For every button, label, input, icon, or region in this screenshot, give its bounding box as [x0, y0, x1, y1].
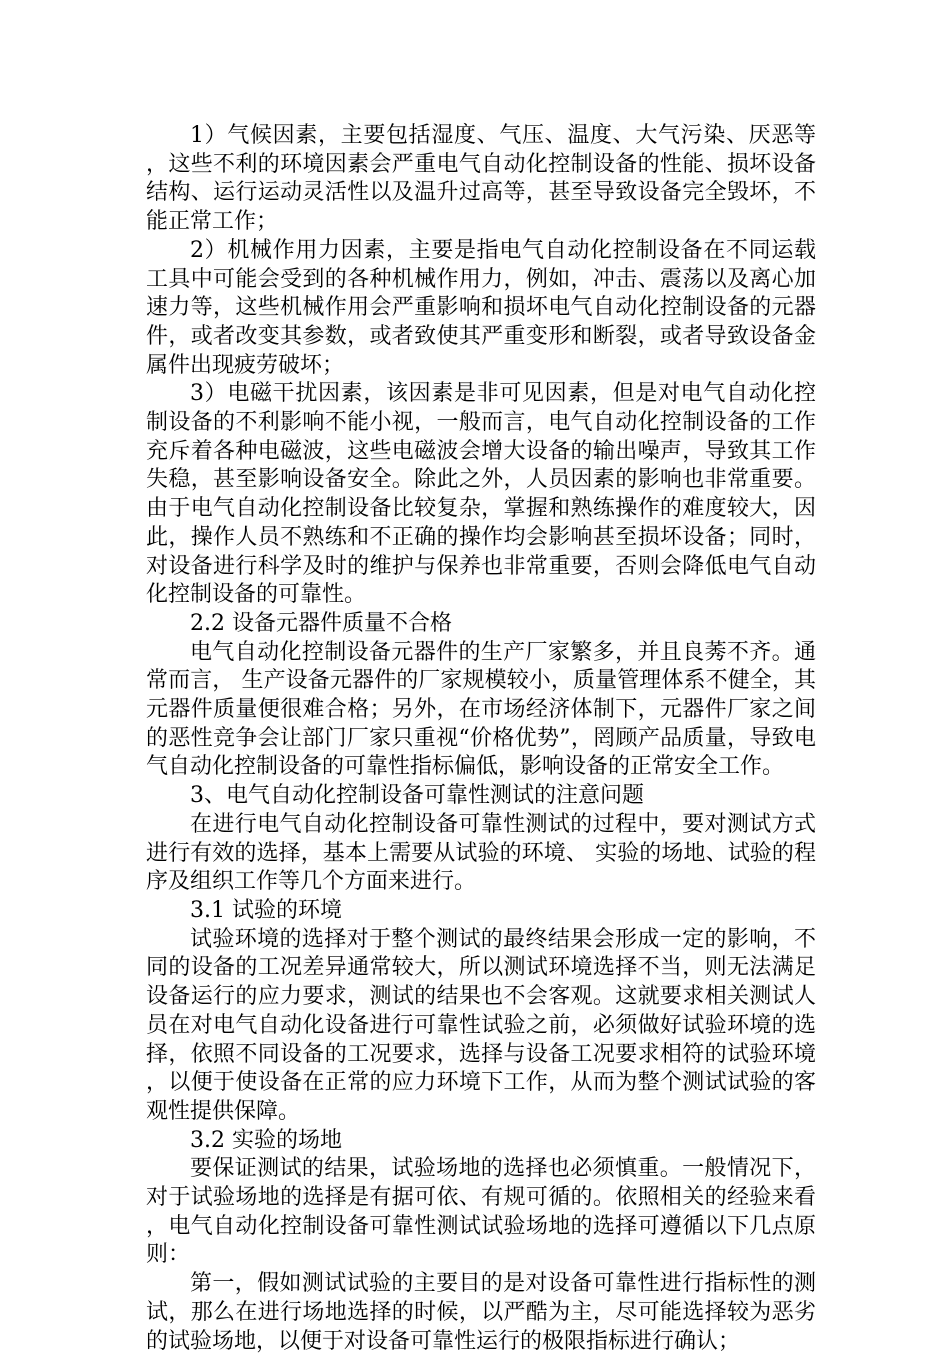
document-body	[146, 122, 816, 1356]
paragraph-test-site: 要保证测试的结果，试验场地的选择也必须慎重。一般情况下，对于试验场地的选择是有据可依、有规可循的。依照相关的经验来看，电气自动化控制设备可靠性测试试验场地的选择可遵循以下几点原则：	[146, 1156, 816, 1268]
section-heading-3: 3、电气自动化控制设备可靠性测试的注意问题	[190, 783, 644, 809]
section-heading-3-2: 3.2 实验的场地	[190, 1127, 342, 1153]
section-heading-3-1: 3.1 试验的环境	[190, 897, 342, 923]
paragraph-mechanical-factors: 2）机械作用力因素，主要是指电气自动化控制设备在不同运载工具中可能会受到的各种机械作用力，例如，冲击、震荡以及离心加速力等，这些机械作用会严重影响和损坏电气自动化控制设备的元器件，或者改变其参数，或者致使其严重变形和断裂，或者导致设备金属件出现疲劳破坏；	[146, 237, 816, 378]
paragraph-component-quality: 电气自动化控制设备元器件的生产厂家繁多，并且良莠不齐。通常而言， 生产设备元器件的厂家规模较小，质量管理体系不健全，其元器件质量便很难合格；另外，在市场经济体制下，元器件厂家之间的恶性竞争会让部门厂家只重视“价格优势”，罔顾产品质量，导致电气自动化控制设备的可靠性指标偏低，影响设备的正常安全工作。	[146, 639, 816, 780]
paragraph-first-principle: 第一，假如测试试验的主要目的是对设备可靠性进行指标性的测试，那么在进行场地选择的时候，以严酷为主，尽可能选择较为恶劣的试验场地，以便于对设备可靠性运行的极限指标进行确认；	[146, 1271, 816, 1354]
paragraph-climate-factors: 1）气候因素，主要包括湿度、气压、温度、大气污染、厌恶等，这些不利的环境因素会严重电气自动化控制设备的性能、损坏设备结构、运行运动灵活性以及温升过高等，甚至导致设备完全毁坏，不能正常工作；	[146, 123, 816, 235]
paragraph-testing-intro: 在进行电气自动化控制设备可靠性测试的过程中，要对测试方式进行有效的选择，基本上需要从试验的环境、 实验的场地、试验的程序及组织工作等几个方面来进行。	[146, 811, 816, 895]
section-heading-2-2: 2.2 设备元器件质量不合格	[190, 610, 452, 636]
paragraph-test-environment: 试验环境的选择对于整个测试的最终结果会形成一定的影响，不同的设备的工况差异通常较大，所以测试环境选择不当，则无法满足设备运行的应力要求，测试的结果也不会客观。这就要求相关测试人员在对电气自动化设备进行可靠性试验之前，必须做好试验环境的选择，依照不同设备的工况要求，选择与设备工况要求相符的试验环境，以便于使设备在正常的应力环境下工作，从而为整个测试试验的客观性提供保障。	[146, 926, 816, 1124]
paragraph-electromagnetic-factors: 3）电磁干扰因素，该因素是非可见因素，但是对电气自动化控制设备的不利影响不能小视，一般而言，电气自动化控制设备的工作充斥着各种电磁波，这些电磁波会增大设备的输出噪声，导致其工作失稳，甚至影响设备安全。除此之外，人员因素的影响也非常重要。由于电气自动化控制设备比较复杂，掌握和熟练操作的难度较大，因此，操作人员不熟练和不正确的操作均会影响甚至损坏设备；同时，对设备进行科学及时的维护与保养也非常重要，否则会降低电气自动化控制设备的可靠性。	[146, 381, 816, 608]
